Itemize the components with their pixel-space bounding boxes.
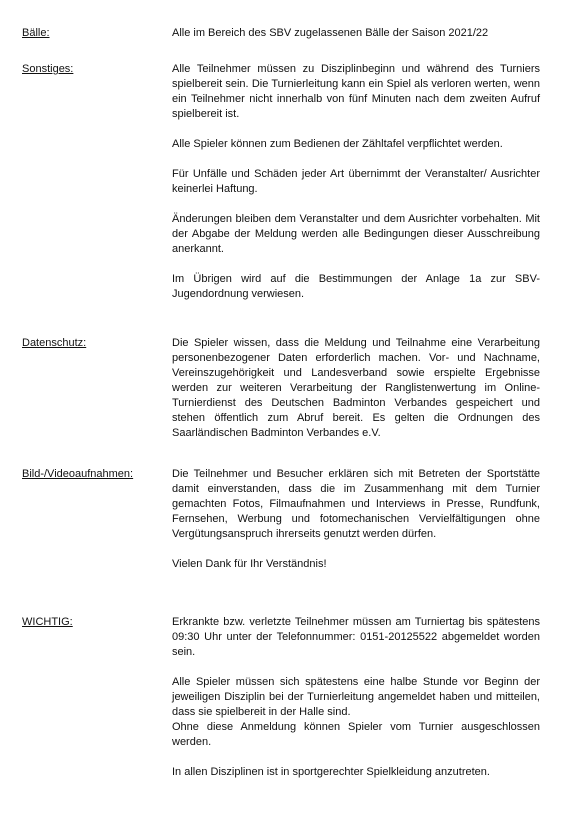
paragraph: Im Übrigen wird auf die Bestimmungen der Anlage 1a zur SBV-Jugendordnung verwiesen. bbox=[172, 273, 540, 300]
section-label: Sonstiges: bbox=[22, 63, 74, 75]
section-content bbox=[172, 615, 540, 780]
paragraph: Alle im Bereich des SBV zugelassenen Bälle der Saison 2021/22 bbox=[172, 27, 489, 39]
section-content bbox=[172, 62, 540, 302]
section-label: Datenschutz: bbox=[22, 337, 87, 349]
paragraph: Die Teilnehmer und Besucher erklären sich mit Betreten der Sportstätte damit einverstanden, dass die im Zusammenhang mit dem Turnier gemachten Fotos, Filmaufnahmen und Interviews in Presse, Rundfunk, Fernsehen, Werbung und fotomechanischen Vervielfältigungen ohne Vergütungsanspruch ihrerseits genutzt werden dürfen. bbox=[172, 468, 540, 540]
section-label: Bälle: bbox=[22, 27, 50, 39]
paragraph: Alle Spieler müssen sich spätestens eine halbe Stunde vor Beginn der jeweiligen Disziplin bei der Turnierleitung angemeldet haben und mitteilen, dass sie spielbereit in der Halle sind. bbox=[172, 676, 540, 718]
paragraph: Die Spieler wissen, dass die Meldung und Teilnahme eine Verarbeitung personenbezogener Daten erforderlich machen. Vor- und Nachname, Vereinszugehörigkeit und Landesverband sowie erspielte Ergebnisse werden zur weiteren Verarbeitung der Ranglistenwertung im Online-Turnierdienst des Deutschen Badminton Verbandes gespeichert und stehen öffentlich zum Abruf bereit. Es gelten die Ordnungen des Saarländischen Badminton Verbandes e.V. bbox=[172, 337, 540, 439]
paragraph: Änderungen bleiben dem Veranstalter und dem Ausrichter vorbehalten. Mit der Abgabe der Meldung werden alle Bedingungen dieser Ausschreibung anerkannt. bbox=[172, 213, 540, 255]
section-label: WICHTIG: bbox=[22, 616, 73, 628]
paragraph: Vielen Dank für Ihr Verständnis! bbox=[172, 558, 327, 570]
section-content bbox=[172, 336, 540, 441]
section-label: Bild-/Videoaufnahmen: bbox=[22, 468, 134, 480]
section-content bbox=[172, 467, 540, 572]
paragraph: Alle Spieler können zum Bedienen der Zähltafel verpflichtet werden. bbox=[172, 138, 503, 150]
paragraph: Erkrankte bzw. verletzte Teilnehmer müssen am Turniertag bis spätestens 09:30 Uhr unter der Telefonnummer: 0151-20125522 abgemeldet worden sein. bbox=[172, 616, 540, 658]
paragraph: Für Unfälle und Schäden jeder Art übernimmt der Veranstalter/ Ausrichter keinerlei Haftung. bbox=[172, 168, 540, 195]
paragraph: Alle Teilnehmer müssen zu Disziplinbeginn und während des Turniers spielbereit sein. Die Turnierleitung kann ein Spiel als verloren werten, wenn ein Teilnehmer nicht innerhalb von fünf Minuten nach dem zweiten Aufruf spielbereit ist. bbox=[172, 63, 540, 120]
paragraph: In allen Disziplinen ist in sportgerechter Spielkleidung anzutreten. bbox=[172, 766, 490, 778]
section-content bbox=[172, 26, 540, 41]
paragraph: Ohne diese Anmeldung können Spieler vom Turnier ausgeschlossen werden. bbox=[172, 721, 540, 748]
